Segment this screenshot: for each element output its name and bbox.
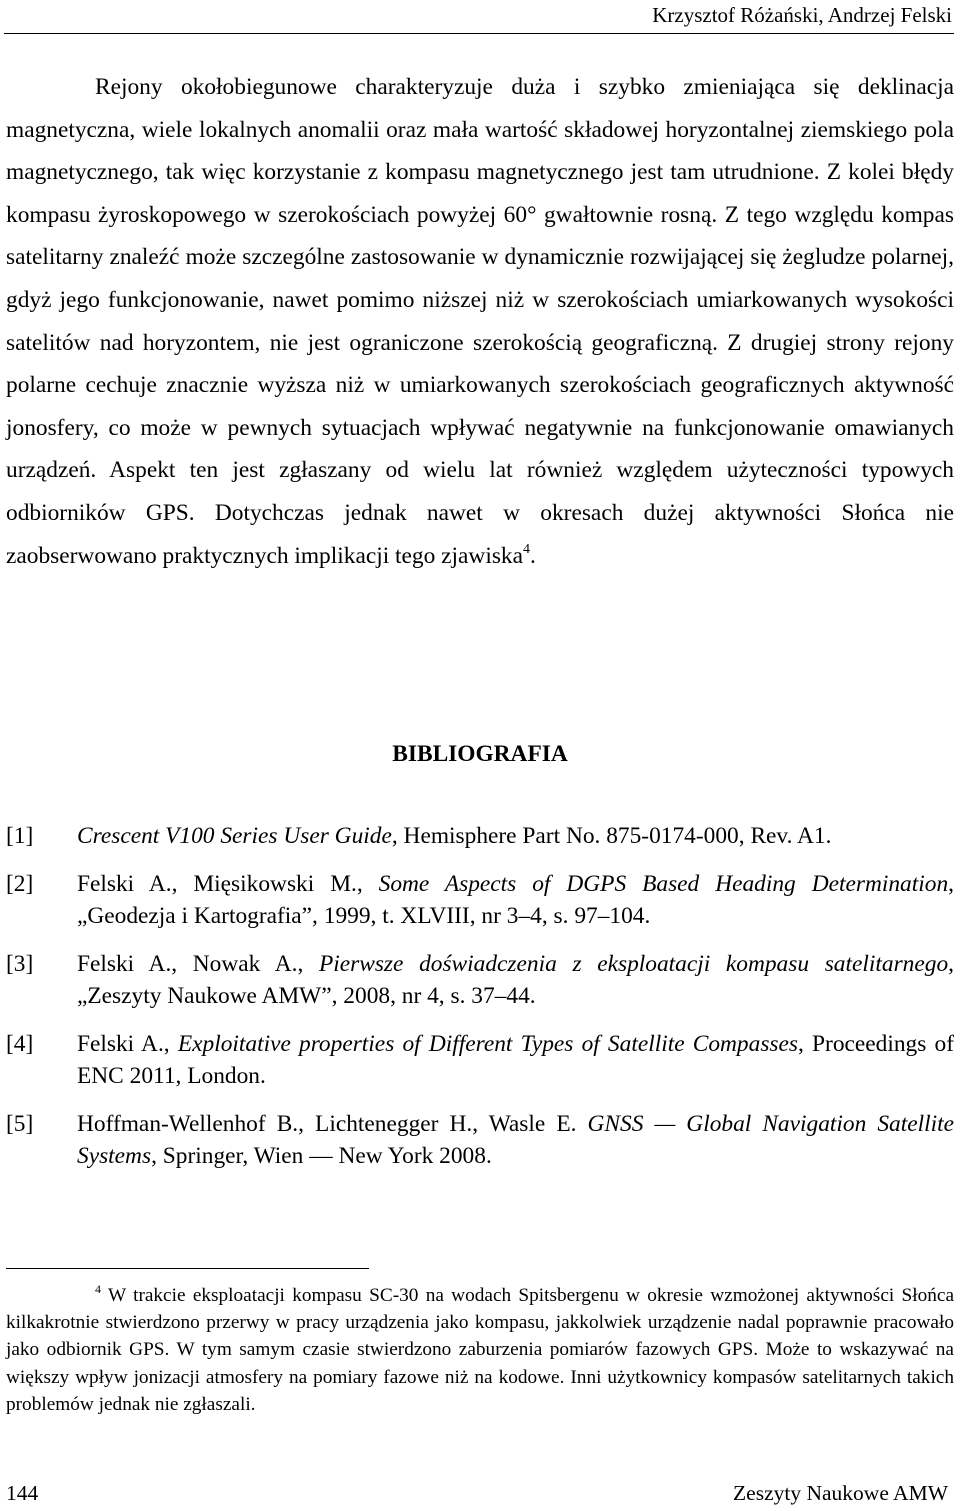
page-footer <box>6 1478 948 1508</box>
bibliography-number: [1] <box>6 823 34 849</box>
body-text <box>6 66 954 577</box>
bibliography-authors: Felski A., Nowak A., <box>77 951 319 977</box>
footnote-marker: 4 <box>95 1282 101 1296</box>
footnote-rule <box>6 1268 369 1269</box>
footnote-reference: 4 <box>523 541 531 557</box>
bibliography-details: , Proceedings of ENC 2011, London. <box>77 1031 955 1089</box>
journal-name: Zeszyty Naukowe AMW <box>733 1481 948 1505</box>
bibliography-item <box>6 1108 954 1172</box>
body-paragraph <box>6 66 954 577</box>
bibliography-item <box>6 868 954 932</box>
bibliography-details: , „Zeszyty Naukowe AMW”, 2008, nr 4, s. 37–44. <box>77 951 954 1009</box>
bibliography-item <box>6 1028 954 1092</box>
paragraph-end: . <box>530 542 536 569</box>
bibliography-title: Some Aspects of DGPS Based Heading Determination <box>378 871 949 897</box>
bibliography-number: [5] <box>6 1111 34 1137</box>
bibliography-details: , Hemisphere Part No. 875-0174-000, Rev. A1. <box>391 823 832 849</box>
bibliography-number: [2] <box>6 871 34 897</box>
bibliography-authors: Hoffman-Wellenhof B., Lichtenegger H., Wasle E. <box>77 1111 588 1137</box>
page-number: 144 <box>6 1481 39 1505</box>
footnote-paragraph <box>6 1282 954 1418</box>
bibliography-item <box>6 948 954 1012</box>
bibliography-title: Pierwsze doświadczenia z eksploatacji kompasu satelitarnego <box>318 951 949 977</box>
bibliography-details: , „Geodezja i Kartografia”, 1999, t. XLVIII, nr 3–4, s. 97–104. <box>77 871 954 929</box>
footnote-text: W trakcie eksploatacji kompasu SC-30 na wodach Spitsbergenu w okresie wzmożonej aktywności Słońca kilkakrotnie stwierdzono przerwy w pracy urządzenia jako kompasu, jakkolwiek urządzenie nadal poprawnie pracowało jako odbiornik GPS. W tym samym czasie stwierdzono zaburzenia pomiarów fazowych GPS. Może to wskazywać na większy wpływ jonizacji atmosfery na pomiary fazowe niż na kodowe. Inni użytkownicy kompasów satelitarnych takich problemów jednak nie zgłaszali. <box>6 1285 954 1415</box>
bibliography-title: Exploitative properties of Different Types of Satellite Compasses <box>177 1031 799 1057</box>
bibliography-list <box>6 820 954 1188</box>
bibliography-title: Crescent V100 Series User Guide <box>77 823 392 849</box>
bibliography-authors: Felski A., <box>77 1031 178 1057</box>
running-header: Krzysztof Różański, Andrzej Felski <box>652 3 952 27</box>
bibliography-title: GNSS — Global Navigation Satellite Systems <box>77 1111 954 1169</box>
bibliography-authors: Felski A., Mięsikowski M., <box>77 871 379 897</box>
bibliography-number: [4] <box>6 1031 34 1057</box>
paragraph-text: Rejony okołobiegunowe charakteryzuje duża i szybko zmieniająca się deklinacja magnetyczna, wiele lokalnych anomalii oraz mała wartość składowej horyzontalnej ziemskiego pola magnetycznego, tak więc korzystanie z kompasu magnetycznego jest tam utrudnione. Z kolei błędy kompasu żyroskopowego w szerokościach powyżej 60° gwałtownie rosną. Z tego względu kompas satelitarny znaleźć może szczególne zastosowanie w dynamicznie rozwijającej się żegludze polarnej, gdyż jego funkcjonowanie, nawet pomimo niższej niż w szerokościach umiarkowanych wysokości satelitów nad horyzontem, nie jest ograniczone szerokością geograficzną. Z drugiej strony rejony polarne cechuje znacznie wyższa niż w umiarkowanych szerokościach geograficznych aktywność jonosfery, co może w pewnych sytuacjach wpływać negatywnie na funkcjonowanie omawianych urządzeń. Aspekt ten jest zgłaszany od wielu lat również względem użyteczności typowych odbiorników GPS. Dotychczas jednak nawet w okresach dużej aktywności Słońca nie zaobserwowano praktycznych implikacji tego zjawiska <box>6 74 954 569</box>
bibliography-number: [3] <box>6 951 34 977</box>
bibliography-heading: BIBLIOGRAFIA <box>392 741 568 767</box>
header-rule <box>4 33 954 34</box>
bibliography-item <box>6 820 954 852</box>
footnote <box>6 1282 954 1418</box>
bibliography-details: , Springer, Wien — New York 2008. <box>151 1143 492 1169</box>
